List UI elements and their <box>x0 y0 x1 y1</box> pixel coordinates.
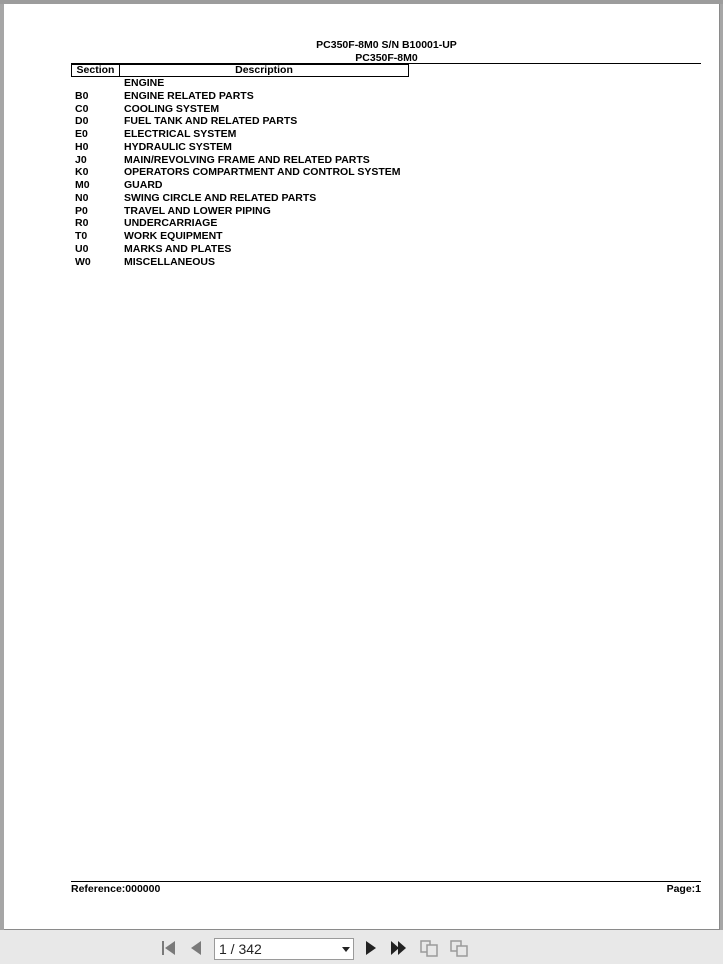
section-description: HYDRAULIC SYSTEM <box>124 140 232 153</box>
section-code: B0 <box>75 89 89 102</box>
section-code: M0 <box>75 179 90 191</box>
section-code: T0 <box>75 230 88 242</box>
page-number-box[interactable] <box>214 938 354 960</box>
section-description: MAIN/REVOLVING FRAME AND RELATED PARTS <box>124 153 370 166</box>
page-layout-button[interactable] <box>418 938 440 958</box>
first-page-button[interactable] <box>158 938 180 958</box>
section-description: ELECTRICAL SYSTEM <box>124 128 237 140</box>
table-header <box>71 64 409 77</box>
page-number-input[interactable] <box>219 941 337 957</box>
next-page-icon <box>360 938 382 958</box>
section-description: FUEL TANK AND RELATED PARTS <box>124 115 298 128</box>
section-code: K0 <box>75 166 89 179</box>
section-description: ENGINE RELATED PARTS <box>124 89 254 102</box>
section-description: TRAVEL AND LOWER PIPING <box>124 204 271 217</box>
footer-rule <box>71 881 701 882</box>
column-header-section: Section <box>72 65 120 76</box>
section-description: SWING CIRCLE AND RELATED PARTS <box>124 191 317 204</box>
section-code: D0 <box>75 115 89 128</box>
section-code: H0 <box>75 140 89 153</box>
section-description: MARKS AND PLATES <box>124 242 232 255</box>
section-code: C0 <box>75 102 89 115</box>
section-code: N0 <box>75 191 89 204</box>
rotate-view-button[interactable] <box>448 938 470 958</box>
page-layout-icon <box>418 938 440 958</box>
section-code: P0 <box>75 204 88 217</box>
first-page-icon <box>158 938 180 958</box>
document-title: PC350F-8M0 S/N B10001-UP <box>316 39 457 51</box>
rotate-view-icon <box>448 938 470 958</box>
section-description: ENGINE <box>124 77 165 89</box>
last-page-icon <box>388 938 410 958</box>
section-description: MISCELLANEOUS <box>124 255 216 268</box>
section-description: UNDERCARRIAGE <box>124 217 218 230</box>
section-description: WORK EQUIPMENT <box>124 230 223 242</box>
next-page-button[interactable] <box>360 938 382 958</box>
footer-reference: Reference:000000 <box>71 883 161 895</box>
document-page <box>4 4 720 930</box>
section-code: R0 <box>75 217 89 230</box>
previous-page-icon <box>186 938 208 958</box>
section-code: E0 <box>75 128 88 140</box>
viewer-toolbar <box>0 930 723 964</box>
section-code: J0 <box>75 153 87 166</box>
previous-page-button[interactable] <box>186 938 208 958</box>
footer-page-number: Page:1 <box>666 883 701 895</box>
column-header-description: Description <box>235 64 293 76</box>
chevron-down-icon[interactable] <box>342 947 350 952</box>
section-code: W0 <box>75 255 91 268</box>
document-subtitle: PC350F-8M0 <box>355 52 418 64</box>
section-description: GUARD <box>124 179 163 191</box>
section-code: U0 <box>75 242 89 255</box>
last-page-button[interactable] <box>388 938 410 958</box>
section-description: COOLING SYSTEM <box>124 102 220 115</box>
section-description: OPERATORS COMPARTMENT AND CONTROL SYSTEM <box>124 166 401 179</box>
